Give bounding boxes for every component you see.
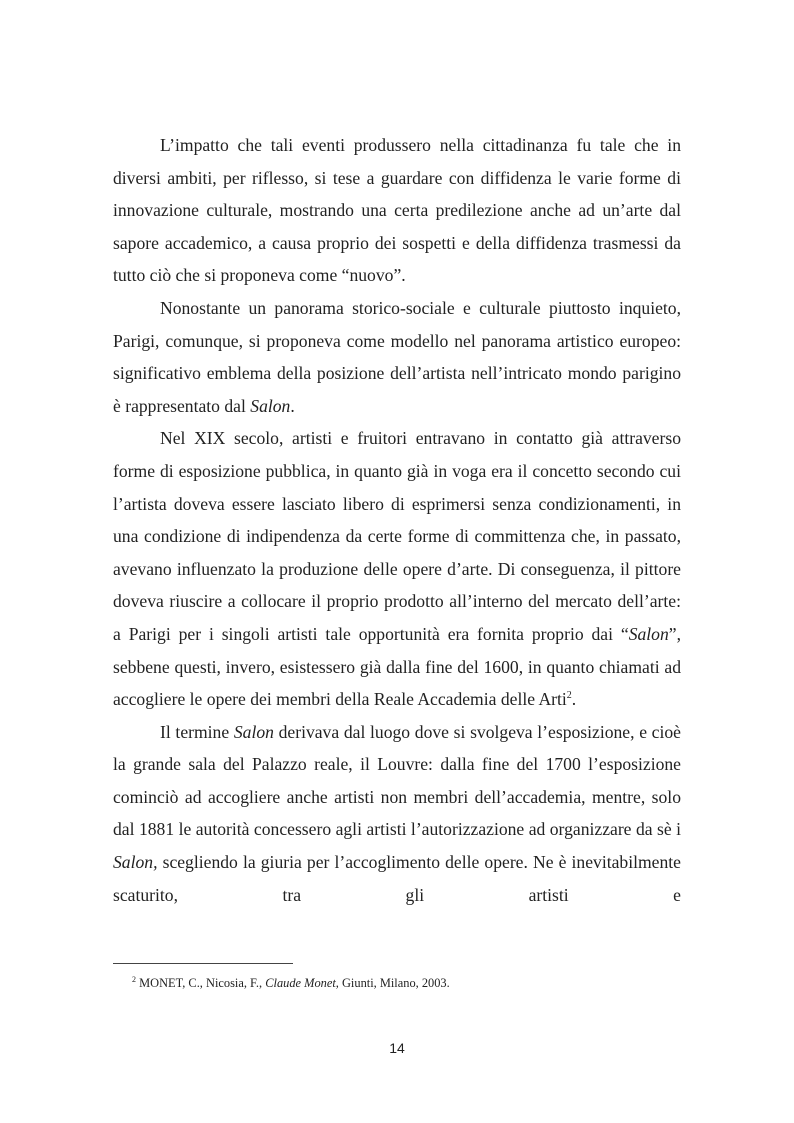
- paragraph-2: Nonostante un panorama storico-sociale e culturale piuttosto inquieto, Parigi, comunque, si proponeva come modello nel panorama artistico europeo: significativo emblema della posizione dell’artista nell’intricato mondo parigino è rappresentato dal Salon.: [113, 297, 681, 416]
- footnote-divider: [113, 963, 293, 964]
- italic-salon: Salon: [250, 395, 291, 416]
- italic-salon: Salon,: [113, 852, 158, 873]
- paragraph-4: Il termine Salon derivava dal luogo dove si svolgeva l’esposizione, e cioè la grande sala del Palazzo reale, il Louvre: dalla fine del 1700 l’esposizione cominciò ad accogliere anche artisti non membri dell’accademia, mentre, solo dal 1881 le autorità concessero agli artisti l’autorizzazione ad organizzare da sè i Salon, scegliendo la giuria per l’accoglimento delle opere. Ne è inevitabilmente scaturito, tra gli artisti e: [113, 721, 681, 905]
- paragraph-3: Nel XIX secolo, artisti e fruitori entravano in contatto già attraverso forme di esposizione pubblica, in quanto già in voga era il concetto secondo cui l’artista doveva essere lasciato libero di esprimersi senza condizionamenti, in una condizione di indipendenza da certe forme di committenza che, in passato, avevano influenzato la produzione delle opere d’arte. Di conseguenza, il pittore doveva riuscire a collocare il proprio prodotto all’interno del mercato dell’arte: a Parigi per i singoli artisti tale opportunità era fornita proprio dai “Salon”, sebbene questi, invero, esistessero già dalla fine del 1600, in quanto chiamati ad accogliere le opere dei membri della Reale Accademia delle Arti$^2$.: [113, 428, 681, 710]
- page-number: 14: [389, 1040, 405, 1056]
- italic-salon: Salon: [233, 721, 274, 742]
- paragraph-1: L’impatto che tali eventi produssero nella cittadinanza fu tale che in diversi ambiti, per riflesso, si tese a guardare con diffidenza le varie forme di innovazione culturale, mostrando una certa predilezione anche ad un’arte dal sapore accademico, a causa proprio dei sospetti e della diffidenza trasmessi da tutto ciò che si proponeva come “nuovo”.: [113, 135, 681, 286]
- footnote-book-title: Claude Monet,: [265, 976, 339, 990]
- footnote-number: 2: [132, 974, 136, 984]
- footnote: $^2$ MONET, C., Nicosia, F., Claude Monet, Giunti, Milano, 2003.: [132, 974, 450, 990]
- italic-salon: Salon: [628, 623, 669, 644]
- footnote-reference[interactable]: 2: [566, 690, 572, 702]
- body-text: [113, 129, 681, 911]
